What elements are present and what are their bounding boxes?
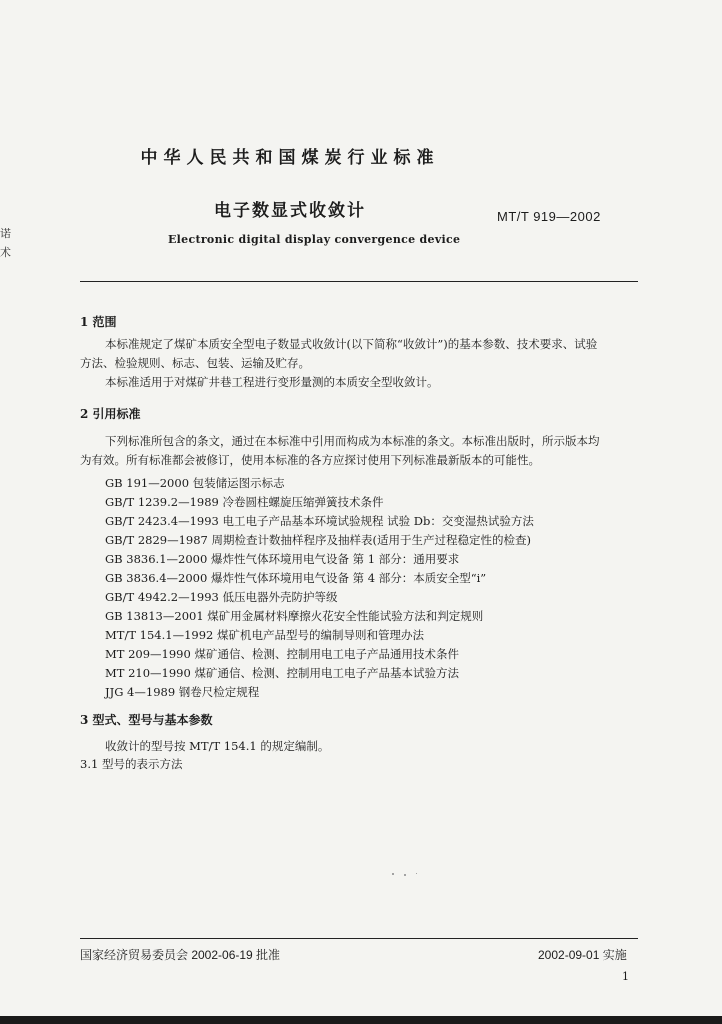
section-2-heading: 2 引用标准 xyxy=(80,407,141,421)
reference-item: JJG 4—1989 钢卷尺检定规程 xyxy=(105,685,260,699)
document-title-cn: 电子数显式收敛计 xyxy=(214,201,366,221)
reference-item: GB/T 1239.2—1989 冷卷圆柱螺旋压缩弹簧技术条件 xyxy=(105,495,384,509)
section-1-heading: 1 范围 xyxy=(80,315,117,329)
scan-edge-bar xyxy=(0,1016,722,1024)
section-2-para-line-1: 下列标准所包含的条文，通过在本标准中引用而构成为本标准的条文。本标准出版时，所示版本均 xyxy=(105,434,600,448)
reference-item: GB 3836.4—2000 爆炸性气体环境用电气设备 第 4 部分：本质安全型“i” xyxy=(105,571,487,585)
reference-item: GB 191—2000 包装储运图示标志 xyxy=(105,476,285,490)
reference-item: GB/T 2423.4—1993 电工电子产品基本环境试验规程 试验 Db：交变湿热试验方法 xyxy=(105,514,534,528)
reference-item: GB/T 2829—1987 周期检查计数抽样程序及抽样表(适用于生产过程稳定性的检查) xyxy=(105,533,531,547)
approval-info: 国家经济贸易委员会 2002-06-19 批准 xyxy=(80,948,281,962)
subsection-3-1-heading: 3.1 型号的表示方法 xyxy=(80,757,183,771)
section-2-para-line-2: 为有效。所有标准都会被修订，使用本标准的各方应探讨使用下列标准最新版本的可能性。 xyxy=(80,453,540,467)
section-3-para: 收敛计的型号按 MT/T 154.1 的规定编制。 xyxy=(105,739,330,753)
reference-item: MT 210—1990 煤矿通信、检测、控制用电工电子产品基本试验方法 xyxy=(105,666,459,680)
header-rule xyxy=(80,281,638,282)
section-1-para-2: 本标准适用于对煤矿井巷工程进行变形量测的本质安全型收敛计。 xyxy=(105,375,439,389)
scan-speck xyxy=(404,874,406,876)
scan-speck xyxy=(416,873,417,874)
edge-fragment-2: 术 xyxy=(0,246,11,259)
section-3-heading: 3 型式、型号与基本参数 xyxy=(80,713,213,727)
page-number: 1 xyxy=(622,970,629,983)
scan-speck xyxy=(392,873,394,875)
effective-date: 2002-09-01 实施 xyxy=(538,948,627,962)
reference-item: GB 3836.1—2000 爆炸性气体环境用电气设备 第 1 部分：通用要求 xyxy=(105,552,460,566)
reference-item: GB/T 4942.2—1993 低压电器外壳防护等级 xyxy=(105,590,338,604)
footer-rule xyxy=(80,938,638,939)
section-1-para-1-line-2: 方法、检验规则、标志、包装、运输及贮存。 xyxy=(80,356,310,370)
document-code: MT/T 919—2002 xyxy=(497,209,601,224)
reference-item: MT 209—1990 煤矿通信、检测、控制用电工电子产品通用技术条件 xyxy=(105,647,459,661)
section-1-para-1-line-1: 本标准规定了煤矿本质安全型电子数显式收敛计(以下简称“收敛计”)的基本参数、技术要求、试验 xyxy=(105,337,598,351)
edge-fragment-1: 诺 xyxy=(0,227,11,240)
reference-item: GB 13813—2001 煤矿用金属材料摩擦火花安全性能试验方法和判定规则 xyxy=(105,609,484,623)
standard-organization: 中华人民共和国煤炭行业标准 xyxy=(140,148,440,168)
reference-item: MT/T 154.1—1992 煤矿机电产品型号的编制导则和管理办法 xyxy=(105,628,424,642)
document-title-en: Electronic digital display convergence device xyxy=(168,233,461,246)
